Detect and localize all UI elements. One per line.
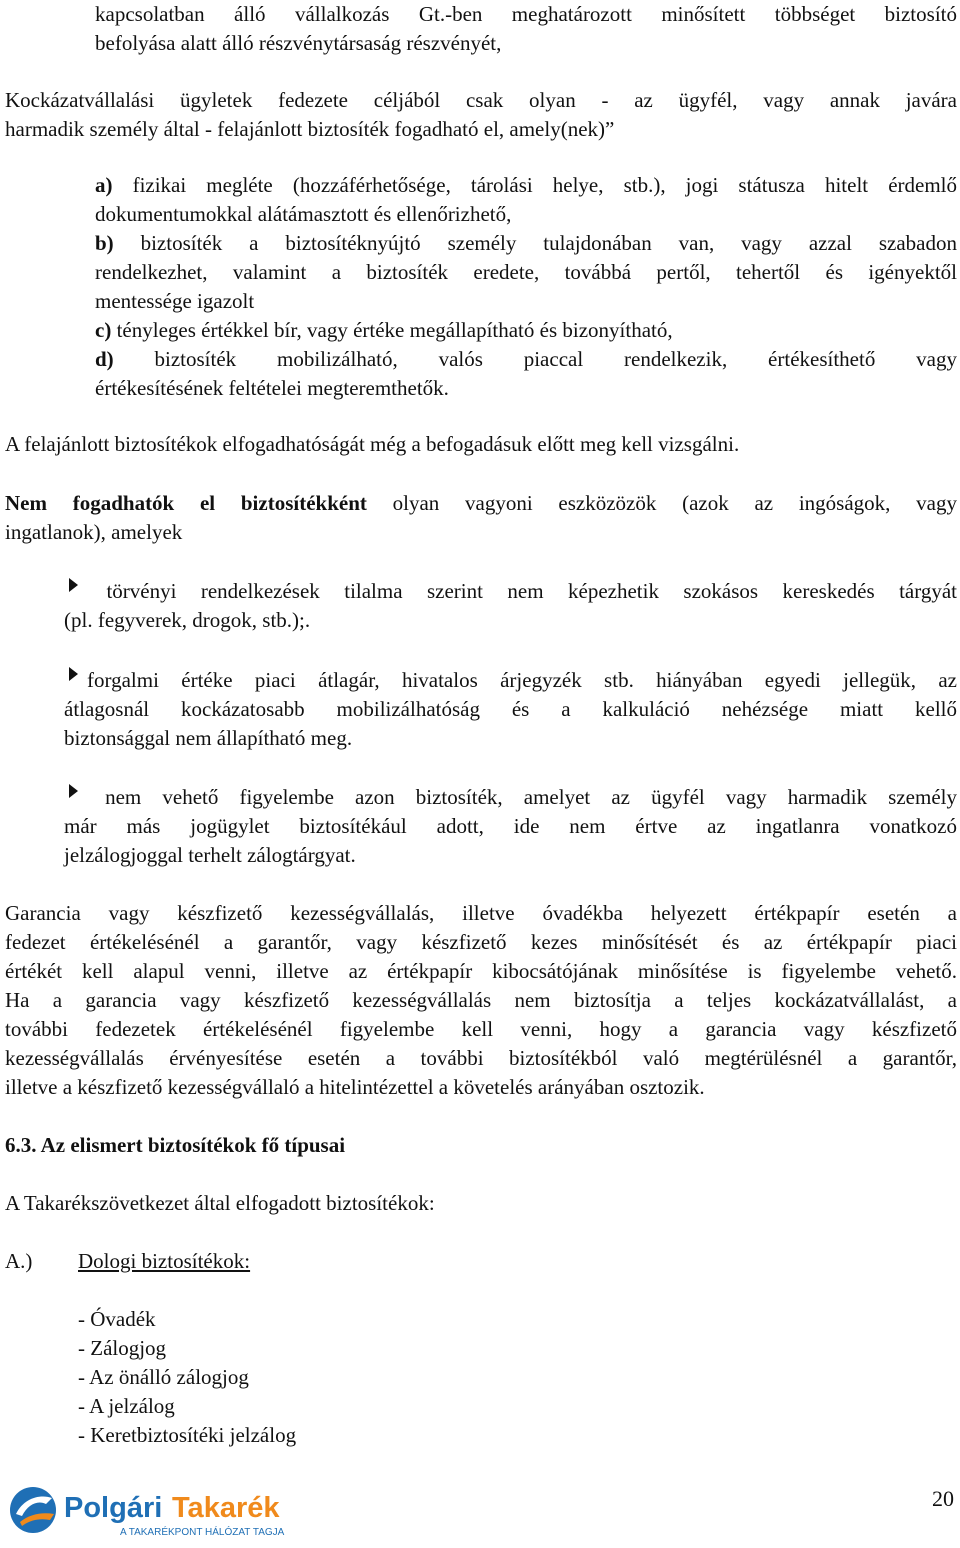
risk-paragraph <box>5 86 957 144</box>
criteria-a <box>95 171 957 200</box>
text-line <box>64 783 957 812</box>
accepted-intro <box>5 1189 435 1218</box>
criteria-text: tényleges értékkel bír, vagy értéke megállapítható és bizonyítható, <box>111 318 673 342</box>
text-run: olyan vagyoni eszközözök (azok az ingóságok, vagy <box>366 491 957 515</box>
text-line <box>64 666 957 695</box>
text-line: Ha a garancia vagy készfizető kezességvállalás nem biztosítja a teljes kockázatvállalást, a <box>5 988 957 1012</box>
criteria-text: biztosíték a biztosítéknyújtó személy tulajdonában van, vagy azzal szabadon <box>113 231 957 255</box>
text-line: átlagosnál kockázatosabb mobilizálhatóság és a kalkuláció nehézsége miatt kellő <box>64 697 957 721</box>
bullet-item-1 <box>64 577 957 635</box>
bullet-item-2 <box>64 666 957 753</box>
text-line: befolyása alatt álló részvénytársaság részvényét, <box>95 31 502 55</box>
text-line: biztonsággal nem állapítható meg. <box>64 726 353 750</box>
text-line: mentessége igazolt <box>95 289 255 313</box>
check-paragraph <box>5 430 957 459</box>
criteria-text: fizikai megléte (hozzáférhetősége, tárolási helye, stb.), jogi státusza hitelt érdemlő <box>112 173 957 197</box>
section-heading: 6.3. Az elismert biztosítékok fő típusai <box>5 1133 346 1157</box>
category-number: A.) <box>5 1249 33 1273</box>
list-item: - Zálogjog <box>78 1336 167 1360</box>
text-line: Kockázatvállalási ügyletek fedezete céljából csak olyan - az ügyfél, vagy annak javára <box>5 88 957 112</box>
criteria-c <box>95 316 957 345</box>
text-line: illetve a készfizető kezességvállaló a hitelintézettel a követelés arányában osztozik. <box>5 1075 705 1099</box>
list-item: - Óvadék <box>78 1307 156 1331</box>
criteria-d <box>95 345 957 374</box>
text-line: további fedezetek értékelésénél figyelembe kell venni, hogy a garancia vagy készfizető <box>5 1017 957 1041</box>
logo-wordmark-polgari: Polgári <box>64 1492 163 1524</box>
text-line: A Takarékszövetkezet által elfogadott biztosítékok: <box>5 1191 435 1215</box>
list-item: - A jelzálog <box>78 1394 175 1418</box>
text-run: nem vehető figyelembe azon biztosíték, amelyet az ügyfél vagy harmadik személy <box>84 785 957 809</box>
criteria-label: b) <box>95 231 114 255</box>
text-line: kezességvállalás érvényesítése esetén a további biztosítékból való megtérülésnél a garantőr, <box>5 1046 957 1070</box>
text-run: forgalmi értéke piaci átlagár, hivatalos árjegyzék stb. hiányában egyedi jellegük, az <box>87 668 957 692</box>
text-line <box>5 489 957 518</box>
criteria-label: c) <box>95 318 112 342</box>
logo-wordmark-takarek: Takarék <box>172 1492 280 1524</box>
criteria-label: a) <box>95 173 113 197</box>
text-line: fedezet értékelésénél a garantőr, vagy készfizető kezes minősítését és az értékpapír piaci <box>5 930 957 954</box>
bullet-arrow-icon <box>69 578 78 592</box>
criteria-label: d) <box>95 347 114 371</box>
text-line: jelzálogjoggal terhelt zálogtárgyat. <box>64 843 356 867</box>
list-item: - Keretbiztosítéki jelzálog <box>78 1423 297 1447</box>
bullet-item-3 <box>64 783 957 870</box>
category-title: Dologi biztosítékok: <box>78 1249 251 1273</box>
text-line: dokumentumokkal alátámasztott és ellenőrizhető, <box>95 202 512 226</box>
criteria-list <box>95 171 957 403</box>
bold-term: Nem fogadhatók el biztosítékként <box>5 491 367 515</box>
bullet-arrow-icon <box>69 667 78 681</box>
text-line: ingatlanok), amelyek <box>5 520 183 544</box>
text-line: A felajánlott biztosítékok elfogadhatóságát még a befogadásuk előtt meg kell vizsgálni. <box>5 432 740 456</box>
text-line: értékét kell alapul venni, illetve az értékpapír kibocsátójának minősítése is figyelembe vehető. <box>5 959 957 983</box>
text-line: értékesítésének feltételei megteremthetők. <box>95 376 449 400</box>
text-line: rendelkezhet, valamint a biztosíték eredete, továbbá pertől, tehertől és igényektől <box>95 260 957 284</box>
logo-tagline: A TAKARÉKPONT HÁLÓZAT TAGJA <box>120 1527 285 1538</box>
page-number: 20 <box>932 1486 954 1511</box>
text-line: már más jogügylet biztosítékául adott, ide nem értve az ingatlanra vonatkozó <box>64 814 957 838</box>
text-line: harmadik személy által - felajánlott biztosíték fogadható el, amely(nek)” <box>5 117 615 141</box>
text-run: törvényi rendelkezések tilalma szerint nem képezhetik szokásos kereskedés tárgyát <box>82 579 957 603</box>
polgari-takarek-logo <box>8 1484 298 1540</box>
criteria-text: biztosíték mobilizálható, valós piaccal rendelkezik, értékesíthető vagy <box>113 347 957 371</box>
collateral-type-list <box>78 1305 296 1450</box>
text-line: kapcsolatban álló vállalkozás Gt.-ben meghatározott minősített többséget biztosító <box>95 2 957 26</box>
bullet-arrow-icon <box>69 784 78 798</box>
not-accepted-paragraph <box>5 489 957 547</box>
text-line <box>64 577 957 606</box>
text-line: (pl. fegyverek, drogok, stb.);. <box>64 608 311 632</box>
logo-emblem-icon <box>10 1487 56 1533</box>
intro-paragraph <box>95 0 957 58</box>
guarantee-paragraph <box>5 899 957 1102</box>
logo-graphic <box>8 1484 298 1540</box>
text-line: Garancia vagy készfizető kezességvállalás, illetve óvadékba helyezett értékpapír esetén a <box>5 901 957 925</box>
list-item: - Az önálló zálogjog <box>78 1365 249 1389</box>
criteria-b <box>95 229 957 258</box>
